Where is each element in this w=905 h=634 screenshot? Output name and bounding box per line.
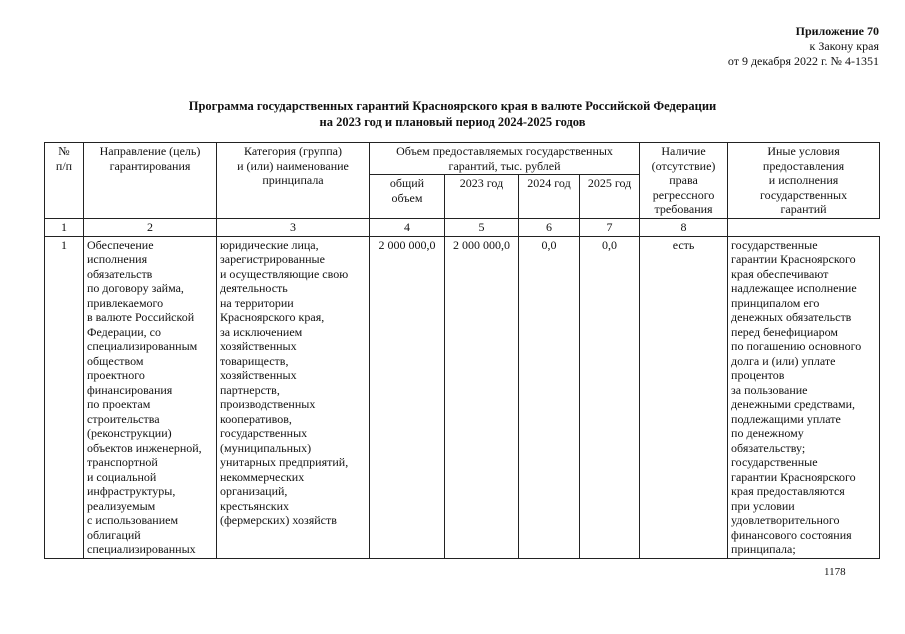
row-other-conditions: государственные гарантии Красноярского края обеспечивают надлежащее исполнение принципалом его денежных обязательств перед бенефициаром по погашению основного долга и (или) уплате процентов за пользование денежными средствами, подлежащими уплате по денежному обязательству; государственные гарантии Красноярского края предоставляются при условии удовлетворительного финансового состояния принципала; <box>728 236 880 558</box>
guarantees-table <box>44 142 880 559</box>
appendix-title: Приложение 70 <box>795 24 879 38</box>
appendix-law-ref: к Закону края <box>809 39 879 53</box>
header-2023: 2023 год <box>445 175 519 219</box>
header-total: общий объем <box>370 175 445 219</box>
appendix-law-date: от 9 декабря 2022 г. № 4-1351 <box>727 54 879 68</box>
header-volume-group: Объем предоставляемых государственных гарантий, тыс. рублей <box>370 143 640 175</box>
row-total: 2 000 000,0 <box>370 236 445 558</box>
column-number: 3 <box>217 219 370 237</box>
document-title-line-2: на 2023 год и плановый период 2024-2025 годов <box>319 115 586 129</box>
header-2024: 2024 год <box>519 175 580 219</box>
row-regress: есть <box>640 236 728 558</box>
header-category: Категория (группа) и (или) наименование принципала <box>217 143 370 219</box>
row-2024: 0,0 <box>519 236 580 558</box>
table-row <box>45 236 880 558</box>
page-number: 1178 <box>824 566 846 578</box>
header-regress: Наличие (отсутствие) права регрессного требования <box>640 143 728 219</box>
header-direction: Направление (цель) гарантирования <box>84 143 217 219</box>
row-category: юридические лица, зарегистрированные и осуществляющие свою деятельность на территории Красноярского края, за исключением хозяйственных товариществ, хозяйственных партнерств, производственных кооперативов, государственных (муниципальных) унитарных предприятий, некоммерческих организаций, крестьянских (фермерских) хозяйств <box>217 236 370 558</box>
column-number: 4 <box>370 219 445 237</box>
document-title-line-1: Программа государственных гарантий Красноярского края в валюте Российской Федерации <box>188 99 717 113</box>
row-2025: 0,0 <box>580 236 640 558</box>
header-other-conditions: Иные условия предоставления и исполнения государственных гарантий <box>728 143 880 219</box>
header-2025: 2025 год <box>580 175 640 219</box>
column-number: 8 <box>640 219 728 237</box>
column-numbers-row <box>45 219 880 237</box>
appendix-block <box>728 24 879 69</box>
header-row-1 <box>45 143 880 175</box>
document-title <box>0 98 905 130</box>
header-num: № п/п <box>45 143 84 219</box>
column-number: 1 <box>45 219 84 237</box>
column-number: 6 <box>519 219 580 237</box>
column-number: 7 <box>580 219 640 237</box>
row-direction: Обеспечение исполнения обязательств по договору займа, привлекаемого в валюте Российской Федерации, со специализированным обществом проектного финансирования по проектам строительства (реконструкции) объектов инженерной, транспортной и социальной инфраструктуры, реализуемым с использованием облигаций специализированных <box>84 236 217 558</box>
column-number: 5 <box>445 219 519 237</box>
column-number: 2 <box>84 219 217 237</box>
row-num: 1 <box>45 236 84 558</box>
row-2023: 2 000 000,0 <box>445 236 519 558</box>
